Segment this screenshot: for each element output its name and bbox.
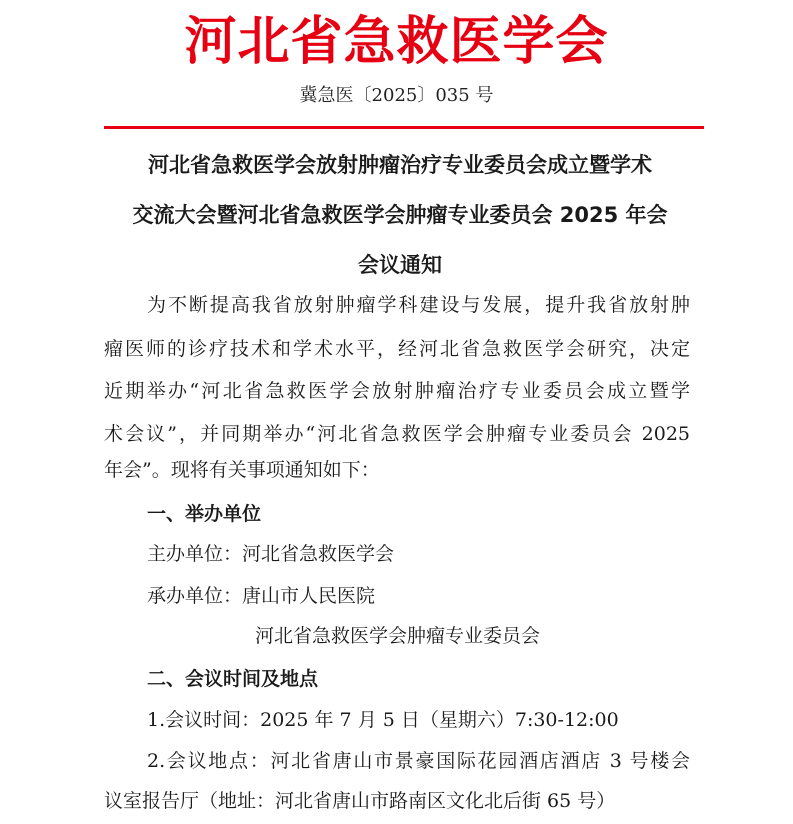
notice-title-line-3: 会议通知 <box>358 253 442 277</box>
organizer-unit: 承办单位：唐山市人民医院 <box>147 585 376 607</box>
meeting-place-line-1: 2.会议地点：河北省唐山市景豪国际花园酒店酒店 3 号楼会 <box>147 750 690 772</box>
intro-line-4: 术会议”，并同期举办“河北省急救医学会肿瘤专业委员会 2025 <box>104 423 690 445</box>
intro-line-5: 年会”。现将有关事项通知如下： <box>104 459 380 481</box>
notice-title-line-2: 交流大会暨河北省急救医学会肿瘤专业委员会 2025 年会 <box>132 203 668 227</box>
document-number: 冀急医〔2025〕035 号 <box>299 85 494 106</box>
host-unit: 主办单位：河北省急救医学会 <box>147 543 395 565</box>
intro-line-3: 近期举办“河北省急救医学会放射肿瘤治疗专业委员会成立暨学 <box>104 380 690 402</box>
meeting-time: 1.会议时间：2025 年 7 月 5 日（星期六）7:30-12:00 <box>147 709 619 731</box>
section-heading-organizers: 一、举办单位 <box>147 503 262 525</box>
meeting-place-line-2: 议室报告厅（地址：河北省唐山市路南区文化北后街 65 号） <box>104 790 616 812</box>
intro-line-2: 瘤医师的诊疗技术和学术水平，经河北省急救医学会研究，决定 <box>104 338 690 360</box>
red-divider <box>104 126 704 129</box>
org-title: 河北省急救医学会 <box>184 12 609 72</box>
intro-line-1: 为不断提高我省放射肿瘤学科建设与发展，提升我省放射肿 <box>147 294 690 316</box>
organizer-unit-2: 河北省急救医学会肿瘤专业委员会 <box>255 625 541 647</box>
notice-title-line-1: 河北省急救医学会放射肿瘤治疗专业委员会成立暨学术 <box>148 153 652 177</box>
section-heading-time-place: 二、会议时间及地点 <box>147 668 319 690</box>
